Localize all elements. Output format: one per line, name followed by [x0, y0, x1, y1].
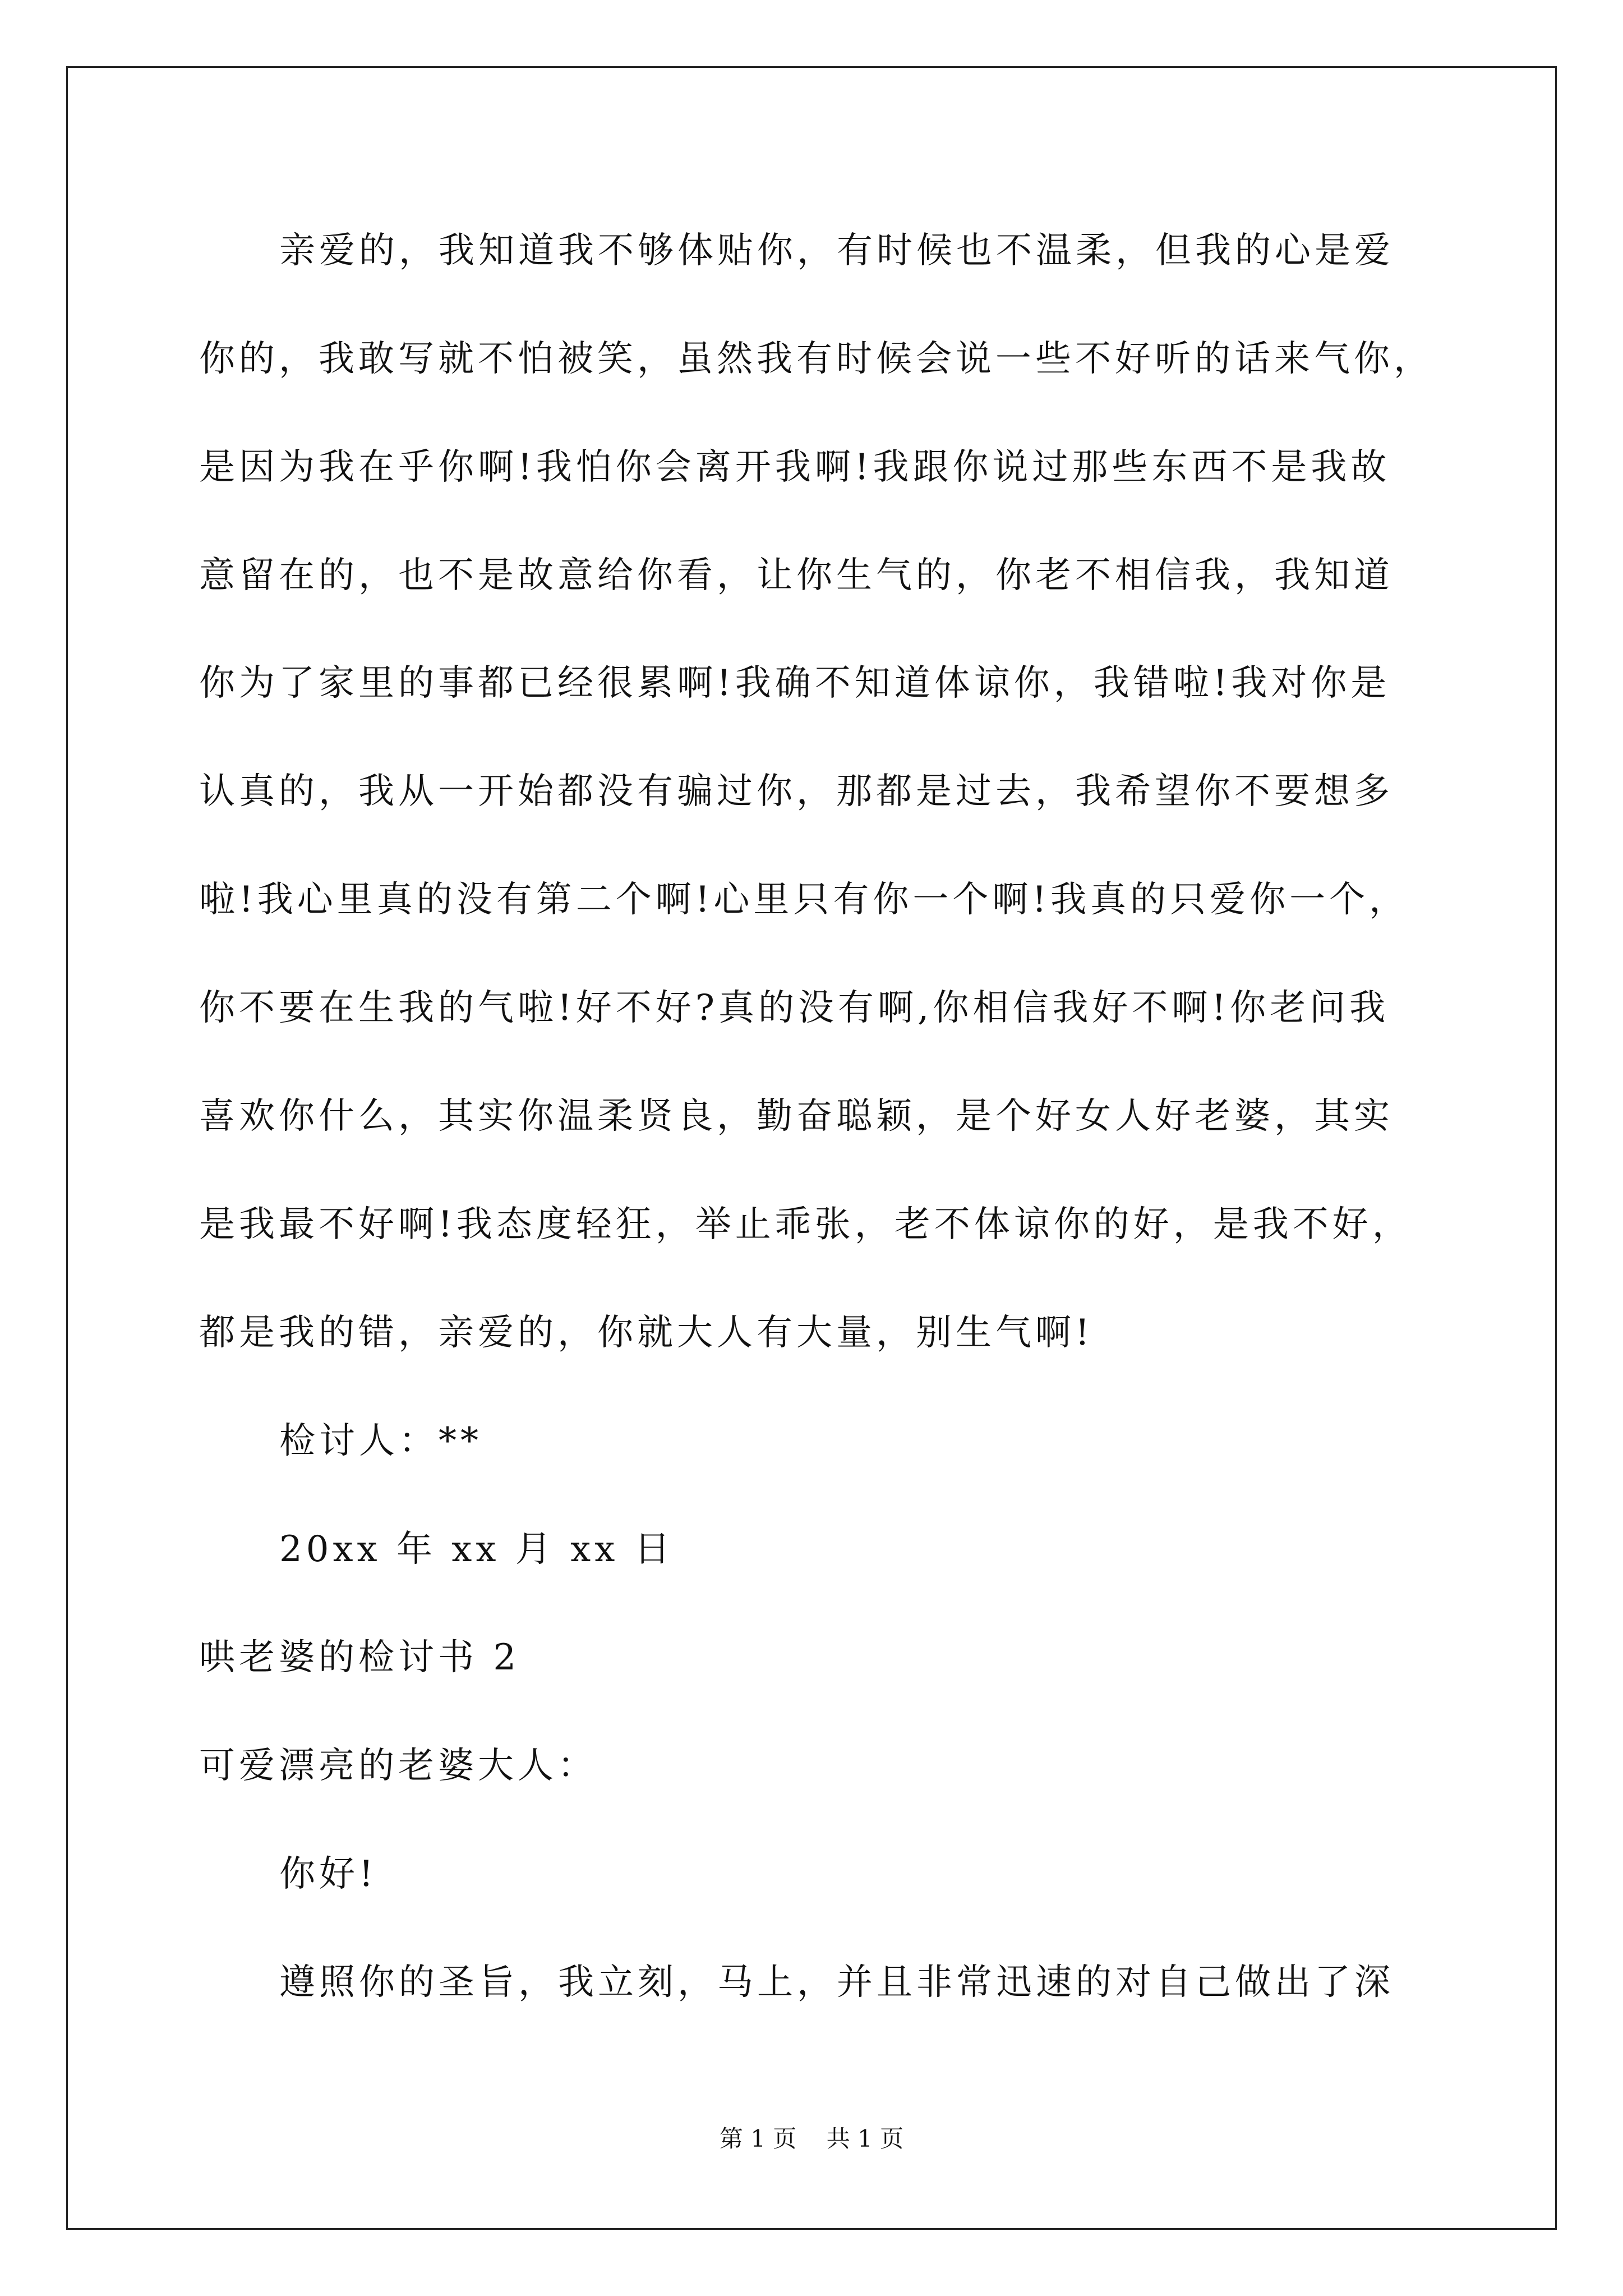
signature-line: 检讨人：** [279, 1420, 482, 1462]
section-title: 哄老婆的检讨书 2 [199, 1637, 520, 1678]
page-footer: 第 1 页 共 1 页 [719, 2125, 904, 2152]
body-line-11: 都是我的错，亲爱的，你就大人有大量，别生气啊! [199, 1312, 1094, 1354]
body-line-6: 认真的，我从一开始都没有骗过你，那都是过去，我希望你不要想多 [199, 771, 1394, 812]
body-last-line: 遵照你的圣旨，我立刻，马上，并且非常迅速的对自己做出了深 [279, 1962, 1394, 2003]
salutation: 可爱漂亮的老婆大人： [199, 1745, 597, 1787]
body-line-1: 亲爱的，我知道我不够体贴你，有时候也不温柔，但我的心是爱 [279, 230, 1394, 272]
page-border [66, 66, 1557, 2230]
body-line-7: 啦!我心里真的没有第二个啊!心里只有你一个啊!我真的只爱你一个， [199, 879, 1409, 921]
body-line-2: 你的，我敢写就不怕被笑，虽然我有时候会说一些不好听的话来气你， [199, 338, 1433, 380]
body-line-9: 喜欢你什么，其实你温柔贤良，勤奋聪颖，是个好女人好老婆，其实 [199, 1096, 1394, 1137]
body-line-10: 是我最不好啊!我态度轻狂，举止乖张，老不体谅你的好，是我不好， [199, 1204, 1412, 1245]
body-line-5: 你为了家里的事都已经很累啊!我确不知道体谅你，我错啦!我对你是 [199, 662, 1391, 704]
body-line-3: 是因为我在乎你啊!我怕你会离开我啊!我跟你说过那些东西不是我故 [199, 447, 1391, 488]
greeting: 你好! [279, 1853, 377, 1895]
body-line-4: 意留在的，也不是故意给你看，让你生气的，你老不相信我，我知道 [199, 555, 1394, 596]
body-line-8: 你不要在生我的气啦!好不好?真的没有啊,你相信我好不啊!你老问我 [199, 987, 1390, 1029]
date-line: 20xx 年 xx 月 xx 日 [279, 1529, 674, 1570]
